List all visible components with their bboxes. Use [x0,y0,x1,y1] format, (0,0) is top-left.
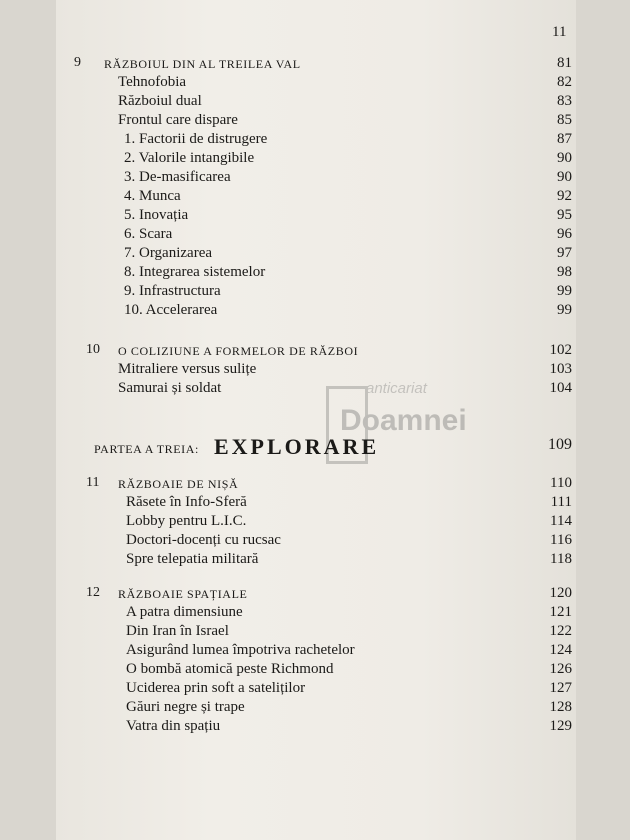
toc-entry-page: 114 [550,513,572,529]
toc-entry-page: 90 [557,150,572,166]
book-page [56,0,576,840]
toc-entry: 10. Accelerarea [124,302,218,318]
toc-entry-page: 116 [550,532,572,548]
toc-entry-page: 118 [550,551,572,567]
chapter-number: 10 [86,342,100,357]
toc-entry-page: 111 [550,494,572,510]
chapter-page: 81 [557,55,572,71]
toc-entry: 3. De-masificarea [124,169,231,185]
toc-entry: Spre telepatia militară [126,551,259,567]
toc-entry-page: 127 [549,680,572,696]
toc-entry: Tehnofobia [118,74,187,90]
toc-entry-page: 104 [549,380,572,396]
toc-entry-page: 87 [557,131,572,147]
chapter-number: 9 [74,55,81,70]
toc-entry: Răsete în Info-Sferă [126,494,247,510]
toc-entry-page: 99 [557,283,572,299]
toc-entry-page: 98 [557,264,572,280]
chapter-number: 12 [86,585,100,600]
watermark-top-text: anticariat [366,380,427,397]
toc-entry-page: 122 [549,623,572,639]
toc-entry: A patra dimensiune [126,604,243,620]
toc-entry-page: 92 [557,188,572,204]
toc-entry: Mitraliere versus sulițe [118,361,257,377]
chapter-page: 110 [550,475,572,491]
part-page: 109 [548,436,572,453]
toc-entry-page: 96 [557,226,572,242]
watermark-main-text: Doamnei [340,404,467,437]
toc-entry: 4. Munca [124,188,181,204]
toc-entry-page: 97 [557,245,572,261]
toc-entry: 2. Valorile intangibile [124,150,255,166]
toc-entry: 6. Scara [124,226,173,242]
toc-entry: 5. Inovația [124,207,189,223]
toc-entry-page: 126 [549,661,572,677]
toc-entry: Uciderea prin soft a sateliților [126,680,306,696]
toc-entry-page: 129 [549,718,572,734]
toc-entry-page: 99 [557,302,572,318]
page-number: 11 [552,24,567,40]
toc-entry-page: 90 [557,169,572,185]
toc-entry: 8. Integrarea sistemelor [124,264,266,280]
chapter-title: O COLIZIUNE A FORMELOR DE RĂZBOI [118,344,359,358]
chapter-title: RĂZBOIUL DIN AL TREILEA VAL [104,57,301,71]
toc-entry: O bombă atomică peste Richmond [126,661,334,677]
part-label: PARTEA A TREIA: [94,442,199,456]
part-title: EXPLORARE [214,434,380,459]
toc-entry-page: 82 [557,74,572,90]
toc-entry: Găuri negre și trape [126,699,245,715]
toc-entry: 9. Infrastructura [124,283,221,299]
chapter-title: RĂZBOAIE DE NIȘĂ [118,477,239,491]
toc-entry-page: 103 [549,361,572,377]
toc-entry: Frontul care dispare [118,112,238,128]
toc-entry-page: 95 [557,207,572,223]
toc-entry: Din Iran în Israel [126,623,229,639]
toc-entry-page: 121 [549,604,572,620]
toc-entry: 7. Organizarea [124,245,213,261]
chapter-title: RĂZBOAIE SPAȚIALE [118,587,248,601]
chapter-page: 102 [549,342,572,358]
toc-entry-page: 83 [557,93,572,109]
toc-entry: Lobby pentru L.I.C. [126,513,247,529]
toc-entry: Războiul dual [118,93,202,109]
toc-entry: 1. Factorii de distrugere [124,131,268,147]
toc-entry-page: 124 [549,642,572,658]
toc-entry: Samurai și soldat [118,380,222,396]
toc-entry: Asigurând lumea împotriva rachetelor [126,642,355,658]
toc-entry: Vatra din spațiu [126,718,221,734]
toc-entry-page: 128 [549,699,572,715]
chapter-page: 120 [549,585,572,601]
chapter-number: 11 [86,475,100,490]
toc-entry-page: 85 [557,112,572,128]
toc-entry: Doctori-docenți cu rucsac [126,532,281,548]
